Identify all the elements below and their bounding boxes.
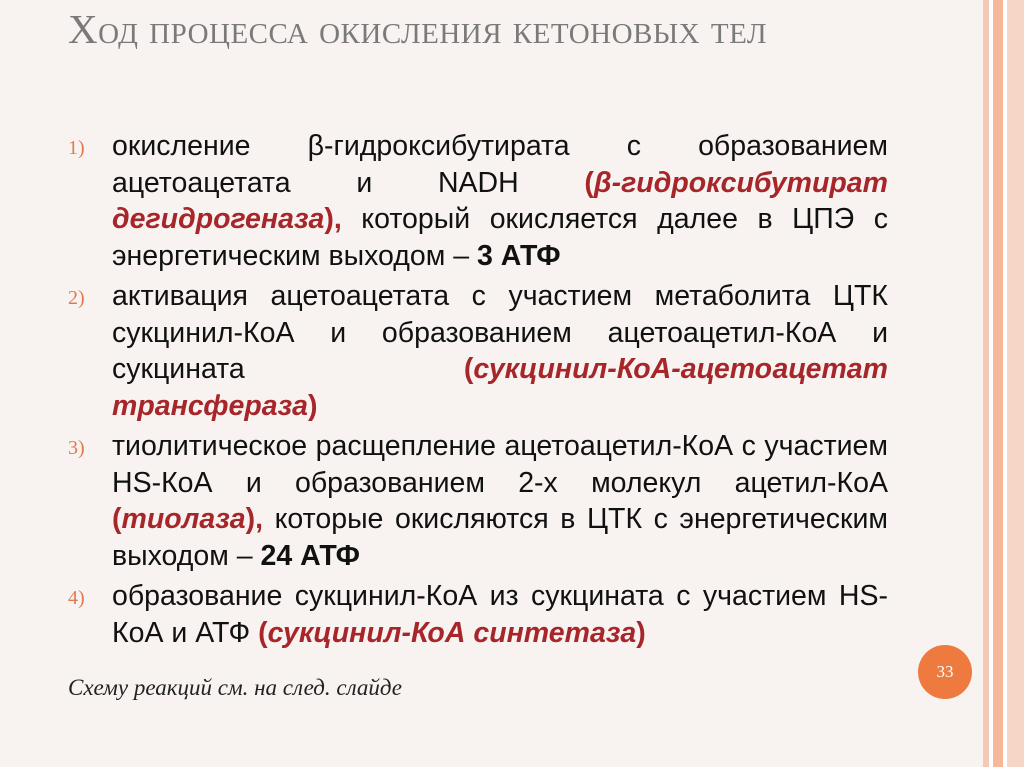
decorative-stripe <box>1007 0 1024 767</box>
item-text-part: тиолитическое расщепление ацетоацетил-КоА с участием HS-КоА и образованием 2-х молекул ацетил-КоА <box>112 430 888 499</box>
item-text-part: образование сукцинил-КоА из сукцината с участием HS-КоА и АТФ <box>112 580 888 649</box>
page-number-badge <box>918 645 972 699</box>
item-text-part: который окисляется далее в ЦПЭ с энергетическим выходом – <box>112 203 888 272</box>
item-text-part: окисление β-гидроксибутирата с образованием ацетоацетата и NADH <box>112 130 888 199</box>
enzyme-paren: ), <box>245 503 264 535</box>
enzyme-paren: ) <box>636 616 646 649</box>
item-number: 3) <box>68 437 85 459</box>
slide-title: Ход процесса окисления кетоновых тел <box>68 6 768 52</box>
enzyme-paren: ( <box>258 616 268 649</box>
list-item <box>68 428 888 574</box>
item-text <box>112 428 888 574</box>
item-text <box>112 128 888 274</box>
atp-yield: 24 АТФ <box>260 539 360 572</box>
enzyme-paren: ) <box>308 389 318 422</box>
footnote: Схему реакций см. на след. слайде <box>68 675 403 700</box>
item-text <box>112 278 888 424</box>
atp-yield: 3 АТФ <box>477 239 561 272</box>
page-number: 33 <box>936 662 954 681</box>
item-number: 4) <box>68 587 85 609</box>
enzyme-paren: ( <box>463 353 474 385</box>
item-text-part: активация ацетоацетата с участием метаболита ЦТК сукцинил-КоА и образованием ацетоацетил-КоА и сукцината <box>112 280 888 385</box>
enzyme-paren: ), <box>324 203 342 235</box>
item-text-part: которые окисляются в ЦТК с энергетическим выходом – <box>112 503 888 572</box>
item-number: 1) <box>68 137 85 159</box>
decorative-stripe <box>993 0 1003 767</box>
enzyme-name: тиолаза <box>121 503 246 535</box>
content-list <box>68 128 888 655</box>
enzyme-paren: ( <box>112 503 122 535</box>
enzyme-paren: ( <box>584 166 594 199</box>
list-item <box>68 578 888 651</box>
item-number: 2) <box>68 287 85 309</box>
enzyme-name: β-гидроксибутират дегидрогеназа <box>112 166 888 235</box>
enzyme-name: сукцинил-КоА-ацетоацетат трансфераза <box>112 353 888 422</box>
list-item <box>68 128 888 274</box>
list-item <box>68 278 888 424</box>
item-text <box>112 578 888 651</box>
enzyme-name: сукцинил-КоА синтетаза <box>267 616 637 649</box>
